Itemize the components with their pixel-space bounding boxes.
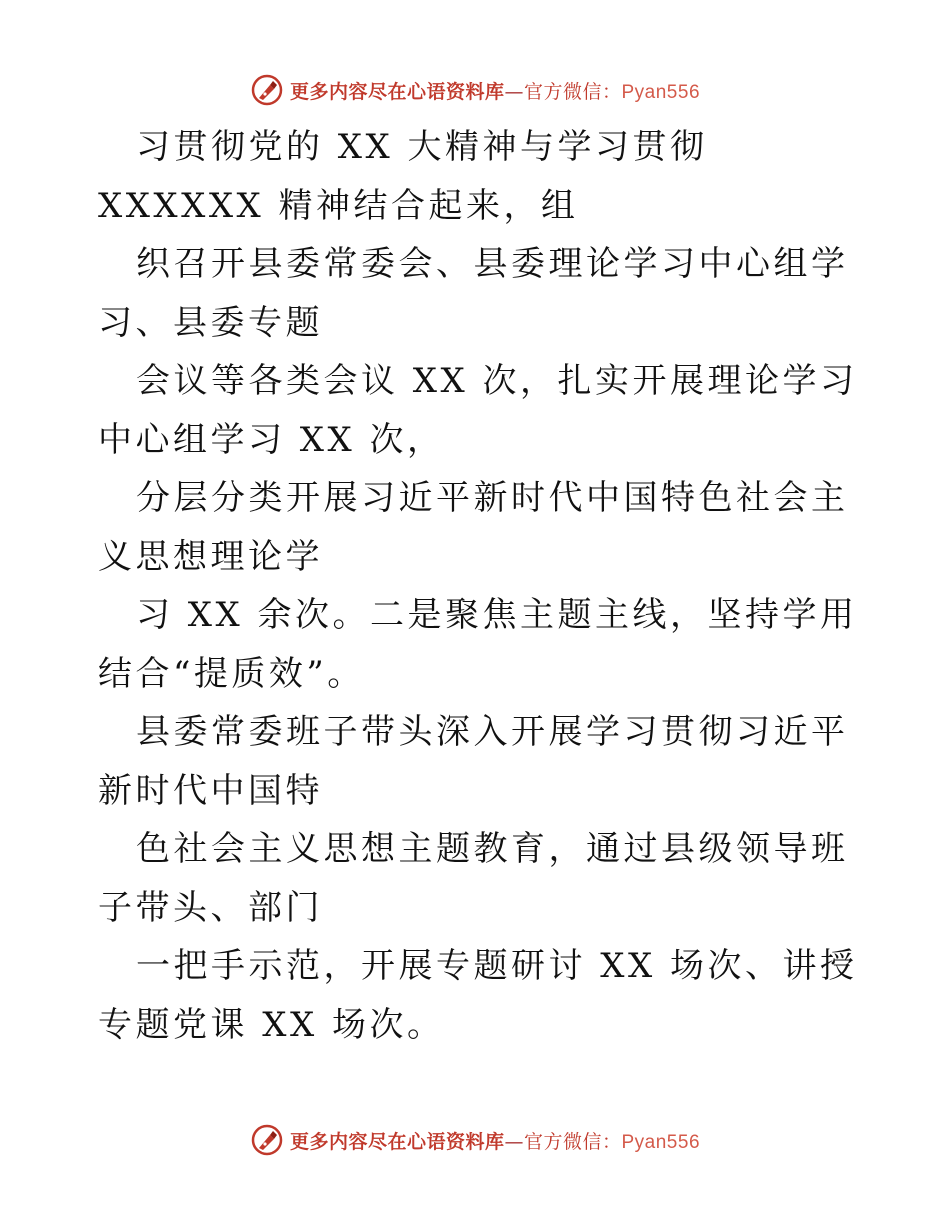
header-watermark: [0, 70, 950, 110]
pen-nib-circle-icon: [250, 73, 284, 107]
watermark-site: 更多内容尽在心语资料库: [289, 1130, 505, 1153]
footer-watermark: [0, 1120, 950, 1160]
document-body: [98, 118, 858, 1054]
paragraph: 分层分类开展习近平新时代中国特色社会主义思想理论学: [98, 478, 849, 577]
watermark-text: [290, 1127, 700, 1154]
watermark-label: 官方微信：: [523, 1130, 622, 1153]
watermark-id: Pyan556: [621, 81, 701, 103]
watermark-label: 官方微信：: [523, 80, 622, 103]
watermark-site: 更多内容尽在心语资料库: [289, 80, 505, 103]
watermark-id: Pyan556: [621, 1131, 701, 1153]
paragraph: 一把手示范，开展专题研讨 XX 场次、讲授专题党课 XX 场次。: [98, 946, 858, 1045]
watermark-dash: —: [504, 1130, 524, 1153]
watermark-text: [290, 77, 700, 104]
paragraph: 色社会主义思想主题教育，通过县级领导班子带头、部门: [98, 829, 849, 928]
pen-nib-circle-icon: [250, 1123, 284, 1157]
paragraph: 县委常委班子带头深入开展学习贯彻习近平新时代中国特: [98, 712, 849, 811]
paragraph: 习 XX 余次。二是聚焦主题主线，坚持学用结合“提质效”。: [98, 595, 858, 694]
paragraph: 习贯彻党的 XX 大精神与学习贯彻 XXXXXX 精神结合起来，组: [98, 127, 722, 226]
paragraph: 织召开县委常委会、县委理论学习中心组学习、县委专题: [98, 244, 849, 343]
paragraph: 会议等各类会议 XX 次，扎实开展理论学习中心组学习 XX 次，: [98, 361, 858, 460]
watermark-dash: —: [504, 80, 524, 103]
